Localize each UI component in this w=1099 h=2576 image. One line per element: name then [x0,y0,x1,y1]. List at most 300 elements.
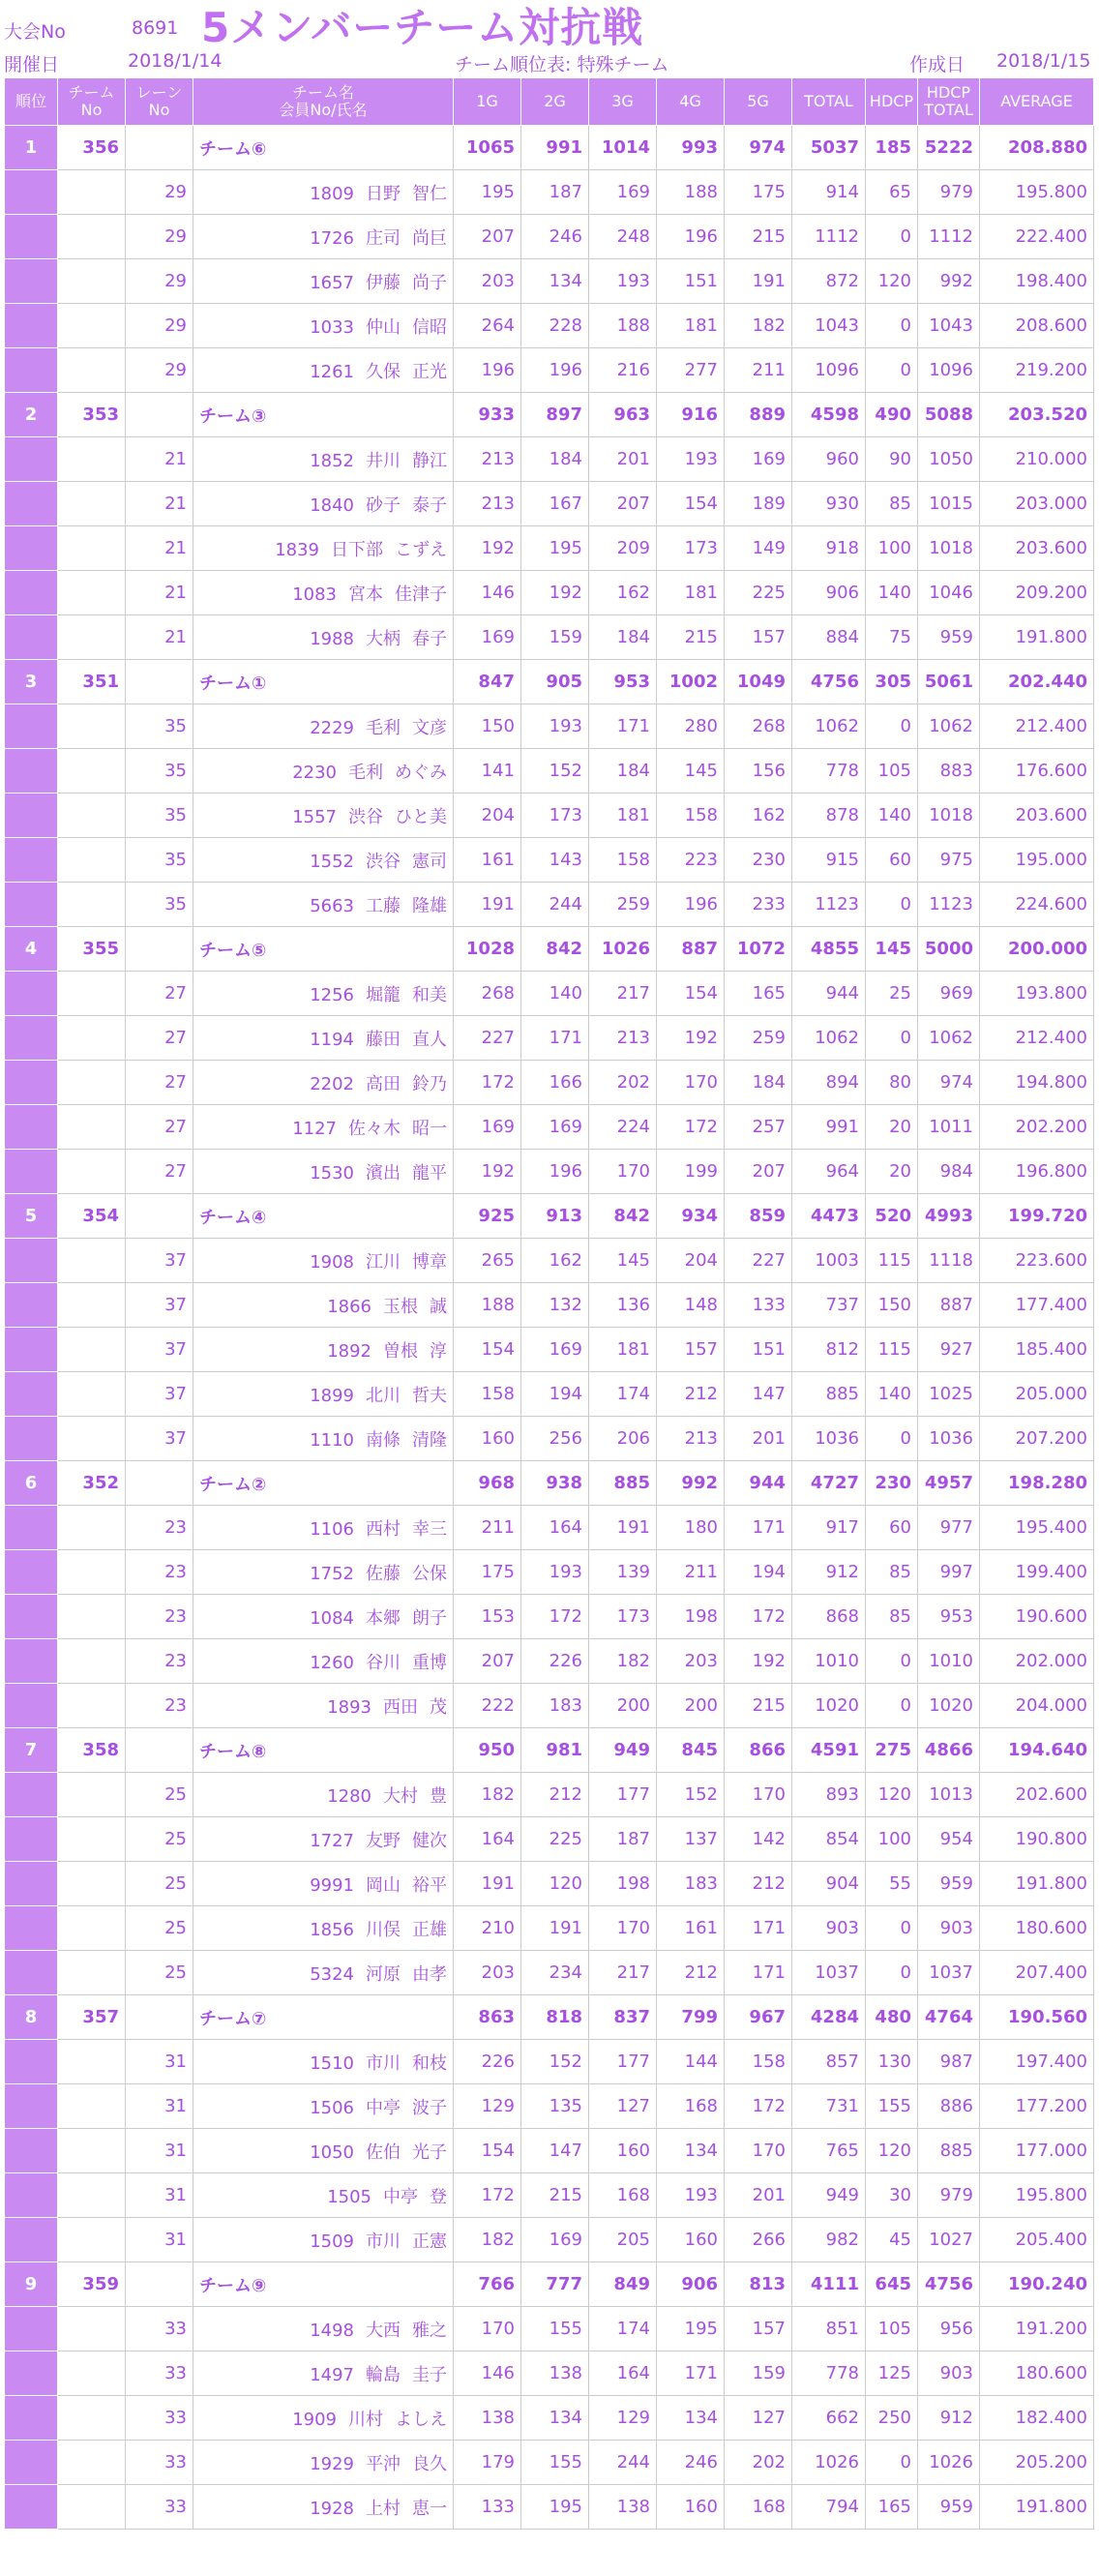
member-g2: 169 [521,1105,589,1150]
member-name-cell [193,1417,454,1461]
member-g2: 171 [521,1016,589,1061]
member-last-name: 岡山 [366,1874,401,1896]
member-name-cell [193,2084,454,2129]
rank-cell [5,482,58,526]
member-g4: 154 [657,482,725,526]
member-g3: 216 [589,348,657,393]
team-no [58,2485,126,2530]
rank-cell [5,1862,58,1906]
member-last-name: 市川 [366,2231,401,2252]
team-no [58,1906,126,1951]
member-g1: 264 [454,304,521,348]
member-g1: 192 [454,526,521,571]
team-average: 194.640 [980,1728,1094,1773]
member-g1: 213 [454,482,521,526]
member-g3: 206 [589,1417,657,1461]
member-no: 1557 [292,806,337,827]
team-g2: 981 [521,1728,589,1773]
team-no [58,259,126,304]
member-no: 2202 [310,1073,354,1094]
member-hdcp-total: 1118 [918,1239,980,1283]
lane-no: 21 [126,571,193,615]
member-hdcp: 65 [866,170,918,215]
team-total: 4598 [792,393,866,437]
team-hdcp: 185 [866,126,918,170]
member-total: 1123 [792,883,866,927]
member-no: 1657 [310,272,354,293]
member-hdcp: 0 [866,215,918,259]
team-no [58,1372,126,1417]
rank-cell [5,1506,58,1550]
lane-no: 23 [126,1595,193,1639]
member-total: 964 [792,1150,866,1194]
team-g5: 944 [725,1461,792,1506]
team-row [5,927,1094,972]
member-g1: 169 [454,1105,521,1150]
member-no: 5663 [310,895,354,916]
member-g5: 202 [725,2441,792,2485]
member-last-name: 川俣 [366,1919,401,1940]
member-g3: 248 [589,215,657,259]
member-first-name: 由孝 [412,1963,447,1985]
member-name-cell [193,1906,454,1951]
member-name-cell [193,1328,454,1372]
member-g2: 162 [521,1239,589,1283]
member-last-name: 上村 [366,2498,401,2519]
member-total: 1062 [792,704,866,749]
member-average: 177.400 [980,1283,1094,1328]
member-g3: 139 [589,1550,657,1595]
member-no: 1892 [327,1340,371,1362]
member-hdcp: 0 [866,1016,918,1061]
member-g3: 198 [589,1862,657,1906]
member-g4: 134 [657,2129,725,2173]
member-g1: 169 [454,615,521,660]
member-g4: 211 [657,1550,725,1595]
member-g1: 207 [454,1639,521,1684]
member-row [5,348,1094,393]
member-hdcp-total: 1046 [918,571,980,615]
member-average: 223.600 [980,1239,1094,1283]
member-hdcp-total: 887 [918,1283,980,1328]
member-g2: 246 [521,215,589,259]
team-no [58,1061,126,1105]
member-last-name: 西田 [383,1696,418,1718]
member-no: 1083 [292,584,337,605]
rank-cell: 7 [5,1728,58,1773]
member-hdcp: 55 [866,1862,918,1906]
team-no [58,1417,126,1461]
member-first-name: 隆雄 [412,895,447,916]
member-average: 202.000 [980,1639,1094,1684]
member-no: 1261 [310,361,354,382]
member-last-name: 中亭 [366,2097,401,2118]
team-g3: 1026 [589,927,657,972]
team-g4: 993 [657,126,725,170]
member-g4: 213 [657,1417,725,1461]
member-hdcp-total: 1015 [918,482,980,526]
member-no: 2230 [292,762,337,783]
member-hdcp-total: 1013 [918,1773,980,1817]
member-hdcp-total: 1062 [918,1016,980,1061]
team-g3: 953 [589,660,657,704]
team-total: 4591 [792,1728,866,1773]
member-row [5,2307,1094,2351]
rank-cell [5,170,58,215]
member-g4: 151 [657,259,725,304]
member-name-cell [193,571,454,615]
member-g5: 149 [725,526,792,571]
member-g5: 169 [725,437,792,482]
lane-no: 27 [126,1061,193,1105]
team-row [5,126,1094,170]
member-last-name: 大村 [383,1785,418,1807]
member-total: 1096 [792,348,866,393]
rank-cell [5,2040,58,2084]
lane-no: 25 [126,1951,193,1995]
rank-cell: 8 [5,1995,58,2040]
member-g5: 184 [725,1061,792,1105]
member-hdcp: 105 [866,2307,918,2351]
rank-cell [5,1417,58,1461]
team-g1: 1065 [454,126,521,170]
member-last-name: 堀籠 [366,984,401,1005]
member-g2: 212 [521,1773,589,1817]
member-row [5,704,1094,749]
member-average: 191.200 [980,2307,1094,2351]
member-total: 944 [792,972,866,1016]
member-g5: 257 [725,1105,792,1150]
team-hdcp-total: 5088 [918,393,980,437]
team-hdcp-total: 4993 [918,1194,980,1239]
member-g4: 203 [657,1639,725,1684]
member-g1: 222 [454,1684,521,1728]
member-g5: 142 [725,1817,792,1862]
team-g1: 950 [454,1728,521,1773]
team-g5: 1049 [725,660,792,704]
member-g3: 213 [589,1016,657,1061]
team-no [58,2441,126,2485]
member-g5: 170 [725,2129,792,2173]
rank-cell [5,1951,58,1995]
member-hdcp-total: 903 [918,1906,980,1951]
team-row [5,1461,1094,1506]
rank-cell: 5 [5,1194,58,1239]
member-hdcp-total: 1027 [918,2218,980,2262]
team-total: 4284 [792,1995,866,2040]
member-g5: 201 [725,1417,792,1461]
team-g1: 968 [454,1461,521,1506]
rank-cell [5,838,58,883]
member-g1: 188 [454,1283,521,1328]
member-first-name: 泰子 [412,494,447,516]
team-no [58,794,126,838]
member-row [5,2485,1094,2530]
member-name-cell [193,1684,454,1728]
member-total: 857 [792,2040,866,2084]
rank-cell [5,1595,58,1639]
member-g4: 172 [657,1105,725,1150]
member-g1: 154 [454,2129,521,2173]
date-label: 開催日 [4,54,60,75]
member-total: 731 [792,2084,866,2129]
member-g3: 184 [589,749,657,794]
member-g2: 164 [521,1506,589,1550]
team-g3: 837 [589,1995,657,2040]
member-g3: 181 [589,794,657,838]
member-g5: 207 [725,1150,792,1194]
member-g2: 155 [521,2441,589,2485]
team-g5: 974 [725,126,792,170]
member-g2: 120 [521,1862,589,1906]
member-g4: 277 [657,348,725,393]
member-g1: 175 [454,1550,521,1595]
member-hdcp-total: 1018 [918,794,980,838]
member-hdcp: 85 [866,482,918,526]
member-g4: 183 [657,1862,725,1906]
member-name-cell [193,170,454,215]
member-first-name: こずえ [395,539,447,560]
member-total: 1020 [792,1684,866,1728]
lane-no: 37 [126,1283,193,1328]
member-g4: 212 [657,1372,725,1417]
team-no: 356 [58,126,126,170]
member-total: 918 [792,526,866,571]
member-hdcp: 140 [866,1372,918,1417]
member-g5: 133 [725,1283,792,1328]
member-hdcp-total: 1123 [918,883,980,927]
member-average: 207.400 [980,1951,1094,1995]
lane-no: 35 [126,704,193,749]
member-last-name: 佐々木 [348,1118,401,1139]
member-last-name: 久保 [366,361,401,382]
member-name-cell [193,2040,454,2084]
member-first-name: 博章 [412,1251,447,1273]
lane-no: 31 [126,2040,193,2084]
member-g1: 196 [454,348,521,393]
member-g4: 160 [657,2218,725,2262]
member-first-name: 信昭 [412,316,447,338]
lane-no: 35 [126,883,193,927]
team-g5: 813 [725,2262,792,2307]
member-g2: 169 [521,1328,589,1372]
member-hdcp-total: 977 [918,1506,980,1550]
header-row [5,78,1094,126]
member-name-cell [193,615,454,660]
member-g1: 191 [454,1862,521,1906]
member-hdcp-total: 969 [918,972,980,1016]
member-hdcp-total: 979 [918,170,980,215]
member-name-cell [193,749,454,794]
member-g1: 204 [454,794,521,838]
results-body [5,126,1094,2530]
rank-cell [5,1105,58,1150]
member-row [5,1862,1094,1906]
member-g2: 183 [521,1684,589,1728]
team-row [5,393,1094,437]
member-g4: 223 [657,838,725,883]
member-first-name: めぐみ [395,762,447,783]
member-first-name: 鈴乃 [412,1073,447,1094]
member-g3: 205 [589,2218,657,2262]
lane-no [126,660,193,704]
team-g2: 913 [521,1194,589,1239]
team-g5: 889 [725,393,792,437]
member-g5: 170 [725,1773,792,1817]
member-last-name: 南條 [366,1429,401,1451]
member-g4: 158 [657,794,725,838]
member-hdcp-total: 1011 [918,1105,980,1150]
member-hdcp: 0 [866,883,918,927]
team-average: 202.440 [980,660,1094,704]
member-last-name: 渋谷 [348,806,383,827]
member-g5: 156 [725,749,792,794]
member-hdcp: 0 [866,2441,918,2485]
team-name: チーム④ [193,1194,454,1239]
member-average: 205.200 [980,2441,1094,2485]
member-last-name: 砂子 [366,494,401,516]
member-first-name: 龍平 [412,1162,447,1183]
member-first-name: 重博 [412,1652,447,1673]
member-g4: 180 [657,1506,725,1550]
member-last-name: 藤田 [366,1029,401,1050]
member-g5: 268 [725,704,792,749]
member-hdcp: 250 [866,2396,918,2441]
member-hdcp: 120 [866,259,918,304]
member-g5: 171 [725,1906,792,1951]
member-row [5,304,1094,348]
team-g1: 847 [454,660,521,704]
member-total: 1036 [792,1417,866,1461]
member-hdcp-total: 1036 [918,1417,980,1461]
member-total: 1062 [792,1016,866,1061]
member-total: 878 [792,794,866,838]
col-g5: 5G [725,78,792,126]
team-no [58,1328,126,1372]
member-total: 1010 [792,1639,866,1684]
lane-no: 37 [126,1239,193,1283]
member-average: 190.800 [980,1817,1094,1862]
member-hdcp: 125 [866,2351,918,2396]
member-no: 1726 [310,227,354,249]
team-hdcp: 305 [866,660,918,704]
member-hdcp-total: 992 [918,259,980,304]
team-hdcp-total: 4756 [918,2262,980,2307]
team-no [58,304,126,348]
member-g1: 150 [454,704,521,749]
lane-no [126,1194,193,1239]
rank-cell [5,526,58,571]
member-average: 190.600 [980,1595,1094,1639]
team-g1: 863 [454,1995,521,2040]
team-average: 203.520 [980,393,1094,437]
team-no: 353 [58,393,126,437]
team-no [58,1639,126,1684]
member-hdcp: 45 [866,2218,918,2262]
member-g1: 268 [454,972,521,1016]
member-total: 868 [792,1595,866,1639]
team-g3: 849 [589,2262,657,2307]
member-g5: 259 [725,1016,792,1061]
member-g5: 157 [725,615,792,660]
member-row [5,1328,1094,1372]
member-name-cell [193,2351,454,2396]
member-average: 191.800 [980,2485,1094,2530]
member-first-name: 正憲 [412,2231,447,2252]
lane-no: 33 [126,2485,193,2530]
member-first-name: 恵一 [412,2498,447,2519]
member-g2: 195 [521,2485,589,2530]
lane-no: 31 [126,2129,193,2173]
member-no: 1752 [310,1563,354,1584]
member-g3: 174 [589,1372,657,1417]
member-g2: 172 [521,1595,589,1639]
team-no [58,1773,126,1817]
member-hdcp-total: 886 [918,2084,980,2129]
lane-no: 27 [126,1016,193,1061]
member-g3: 169 [589,170,657,215]
member-row [5,1817,1094,1862]
team-hdcp-total: 5000 [918,927,980,972]
member-no: 1899 [310,1385,354,1406]
team-no [58,1150,126,1194]
col-hdcp: HDCP [866,78,918,126]
member-last-name: 日下部 [331,539,383,560]
col-g2: 2G [521,78,589,126]
member-g5: 172 [725,1595,792,1639]
member-g5: 182 [725,304,792,348]
member-g2: 193 [521,1550,589,1595]
member-row [5,1417,1094,1461]
member-g2: 225 [521,1817,589,1862]
member-row [5,1061,1094,1105]
member-name-cell [193,1639,454,1684]
member-hdcp-total: 1020 [918,1684,980,1728]
member-no: 1280 [327,1785,371,1807]
member-g4: 157 [657,1328,725,1372]
member-total: 884 [792,615,866,660]
member-row [5,215,1094,259]
member-g4: 181 [657,304,725,348]
team-total: 4855 [792,927,866,972]
member-g4: 134 [657,2396,725,2441]
member-g5: 215 [725,215,792,259]
member-total: 737 [792,1283,866,1328]
rank-cell [5,348,58,393]
team-no [58,1862,126,1906]
member-hdcp-total: 979 [918,2173,980,2218]
rank-cell [5,2307,58,2351]
member-hdcp-total: 997 [918,1550,980,1595]
team-no: 358 [58,1728,126,1773]
member-g5: 212 [725,1862,792,1906]
member-no: 1856 [310,1919,354,1940]
team-row [5,1194,1094,1239]
lane-no: 33 [126,2396,193,2441]
member-name-cell [193,1550,454,1595]
member-hdcp: 25 [866,972,918,1016]
member-average: 222.400 [980,215,1094,259]
member-g3: 127 [589,2084,657,2129]
team-no [58,2084,126,2129]
member-g3: 173 [589,1595,657,1639]
member-no: 5324 [310,1963,354,1985]
team-name: チーム③ [193,393,454,437]
member-g2: 228 [521,304,589,348]
team-no [58,1684,126,1728]
team-no [58,749,126,794]
team-g4: 916 [657,393,725,437]
